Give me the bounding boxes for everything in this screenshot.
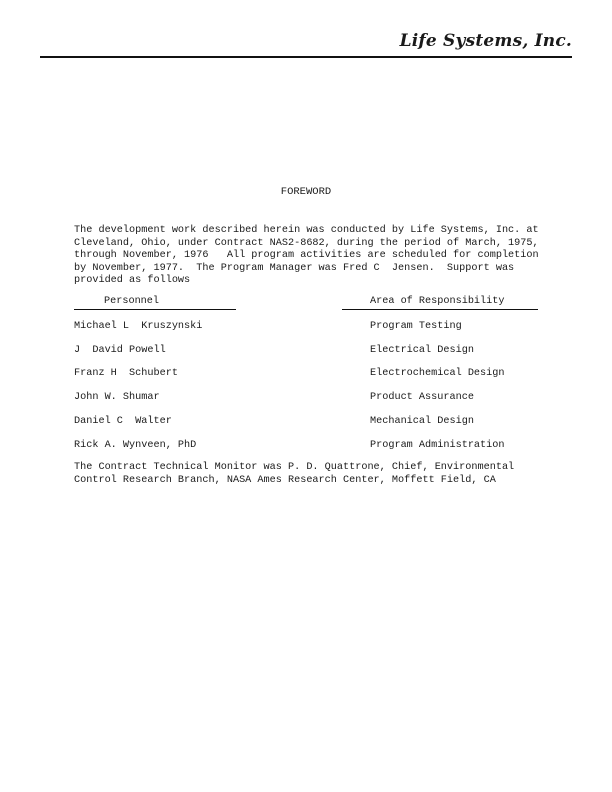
staff-row — [74, 368, 544, 382]
closing-paragraph — [74, 462, 544, 487]
intro-line: by November, 1977. The Program Manager was Fred C Jensen. Support was — [74, 262, 515, 274]
staff-row — [74, 440, 544, 454]
staff-area: Electrical Design — [370, 345, 474, 356]
staff-area: Mechanical Design — [370, 416, 474, 427]
company-logo: Life Systems, Inc. — [399, 31, 572, 51]
staff-area: Electrochemical Design — [370, 368, 505, 379]
staff-name: Franz H Schubert — [74, 368, 178, 379]
staff-row — [74, 345, 544, 359]
staff-area: Program Testing — [370, 321, 462, 332]
staff-name: Michael L Kruszynski — [74, 321, 203, 332]
header-rule — [40, 56, 572, 58]
page-title: FOREWORD — [280, 186, 332, 198]
staff-area: Program Administration — [370, 440, 505, 451]
staff-row — [74, 392, 544, 406]
staff-area: Product Assurance — [370, 392, 474, 403]
intro-line: The development work described herein was conducted by Life Systems, Inc. at — [74, 225, 539, 236]
personnel-column-header: Personnel — [74, 296, 236, 310]
closing-line: Control Research Branch, NASA Ames Research Center, Moffett Field, CA — [74, 474, 496, 486]
closing-line: The Contract Technical Monitor was P. D. Quattrone, Chief, Environmental — [74, 462, 515, 473]
staff-row — [74, 321, 544, 335]
intro-line: provided as follows — [74, 275, 191, 286]
area-column-header: Area of Responsibility — [342, 296, 538, 310]
staff-name: J David Powell — [74, 345, 166, 356]
staff-name: John W. Shumar — [74, 392, 160, 403]
staff-name: Daniel C Walter — [74, 416, 172, 427]
staff-row — [74, 416, 544, 430]
intro-paragraph — [74, 225, 544, 288]
intro-line: Cleveland, Ohio, under Contract NAS2-8682, during the period of March, 1975, — [74, 237, 539, 249]
intro-line: through November, 1976 All program activities are scheduled for completion — [74, 250, 539, 261]
staff-name: Rick A. Wynveen, PhD — [74, 440, 197, 451]
